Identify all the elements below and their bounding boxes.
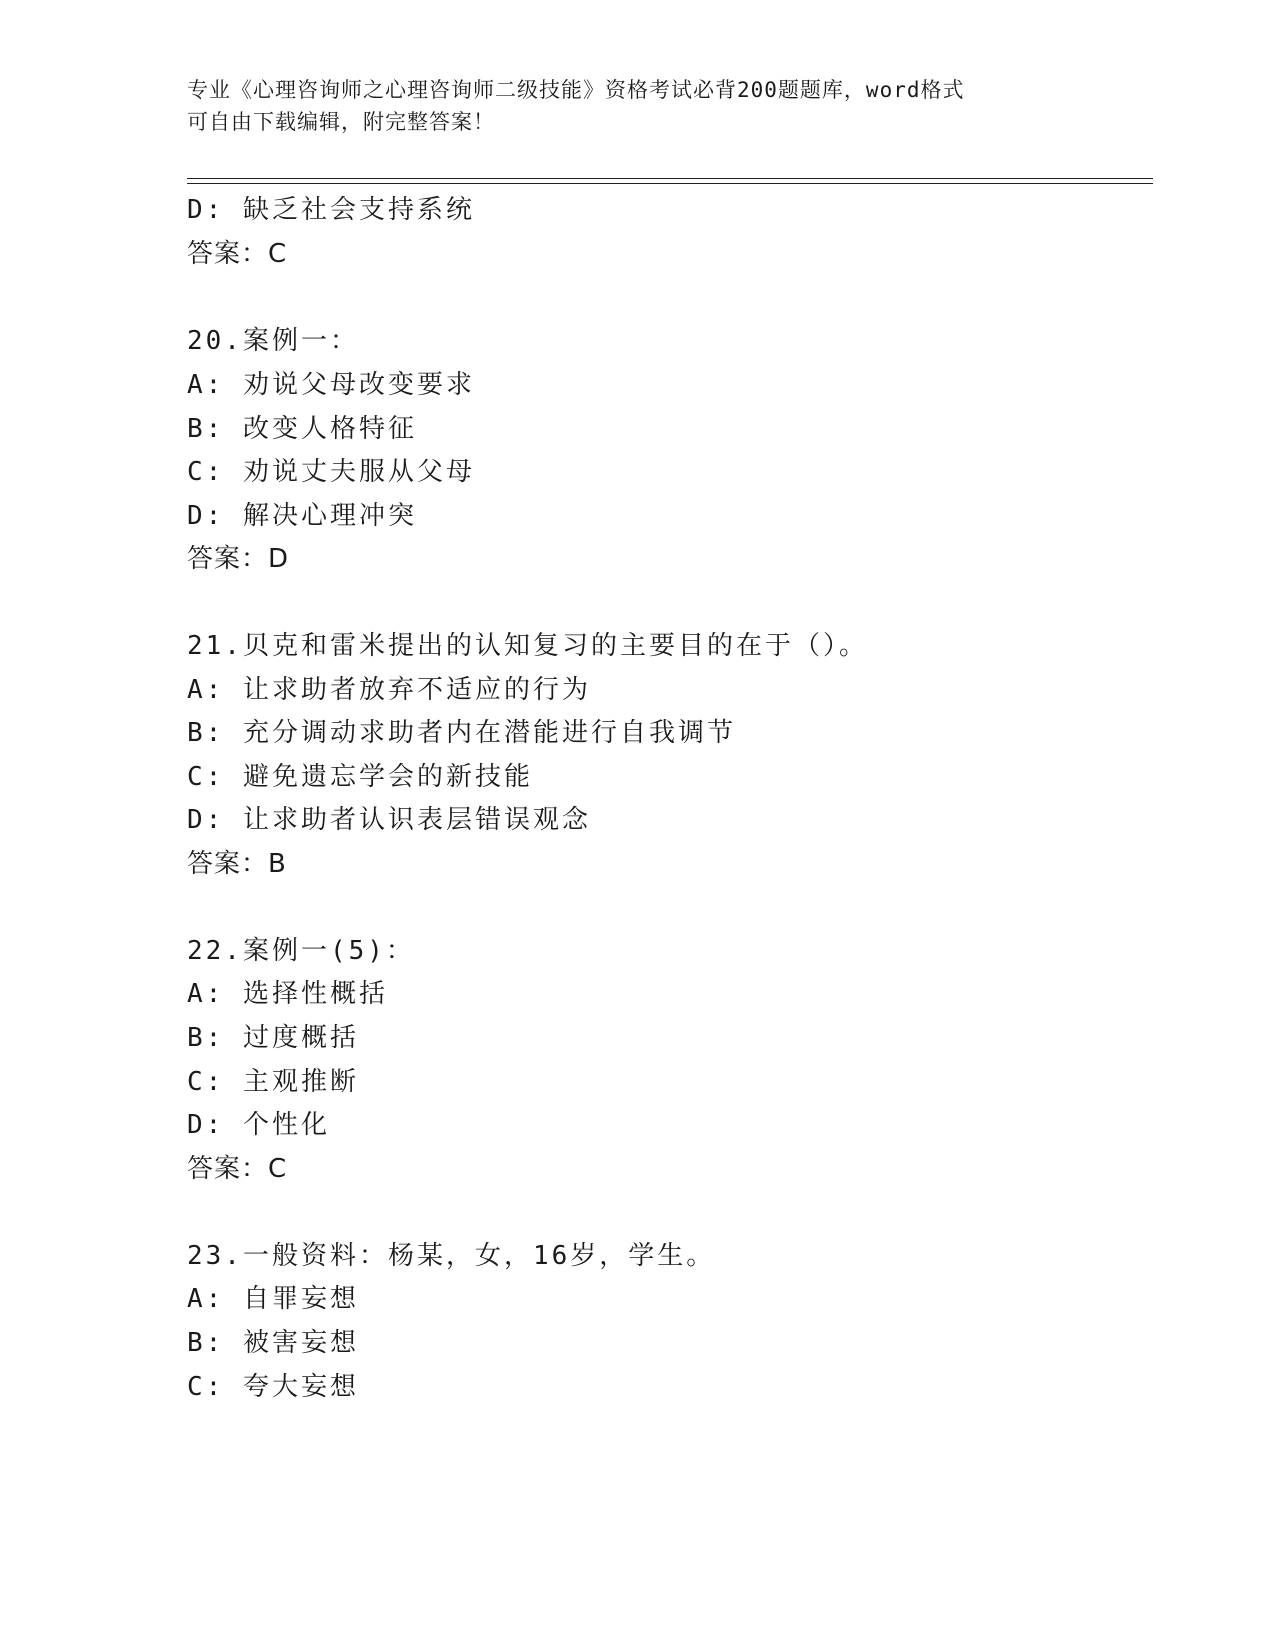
option-a: A: 让求助者放弃不适应的行为 <box>187 675 591 705</box>
header-line-2: 可自由下载编辑，附完整答案！ <box>187 110 495 134</box>
question-stem: 20.案例一： <box>187 326 359 356</box>
option-c: C: 主观推断 <box>187 1067 359 1097</box>
option-c: C: 劝说丈夫服从父母 <box>187 457 475 487</box>
option-a: A: 劝说父母改变要求 <box>187 370 475 400</box>
header-divider-top <box>187 178 1153 179</box>
question-stem: 21.贝克和雷米提出的认知复习的主要目的在于（）。 <box>187 631 868 661</box>
option-b: B: 充分调动求助者内在潜能进行自我调节 <box>187 718 736 748</box>
answer-text: 答案：D <box>187 544 290 574</box>
answer-text: 答案：C <box>187 1154 288 1184</box>
option-d: D: 缺乏社会支持系统 <box>187 195 475 225</box>
header-divider-bottom <box>187 183 1153 184</box>
answer-text: 答案：C <box>187 239 288 269</box>
option-b: B: 被害妄想 <box>187 1328 359 1358</box>
option-a: A: 自罪妄想 <box>187 1284 359 1314</box>
option-d: D: 让求助者认识表层错误观念 <box>187 805 591 835</box>
option-c: C: 避免遗忘学会的新技能 <box>187 762 533 792</box>
option-b: B: 过度概括 <box>187 1023 359 1053</box>
option-d: D: 个性化 <box>187 1110 330 1140</box>
question-stem: 23.一般资料：杨某，女，16岁，学生。 <box>187 1241 716 1271</box>
document-header <box>187 74 1087 138</box>
answer-text: 答案：B <box>187 849 287 879</box>
option-b: B: 改变人格特征 <box>187 414 417 444</box>
option-d: D: 解决心理冲突 <box>187 501 417 531</box>
question-stem: 22.案例一(5)： <box>187 936 415 966</box>
header-line-1: 专业《心理咨询师之心理咨询师二级技能》资格考试必背200题题库，word格式 <box>187 78 965 102</box>
option-a: A: 选择性概括 <box>187 979 388 1009</box>
option-c: C: 夸大妄想 <box>187 1372 359 1402</box>
